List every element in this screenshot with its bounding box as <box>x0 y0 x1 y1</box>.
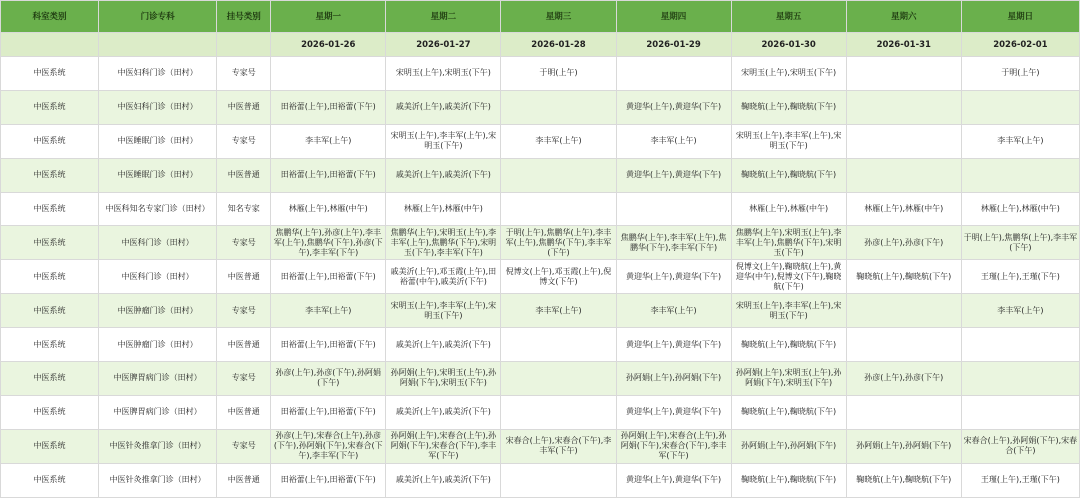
wednesday-cell <box>501 362 616 396</box>
thursday-cell: 焦鹏华(上午),李丰军(上午),焦鹏华(下午),李丰军(下午) <box>616 226 731 260</box>
friday-cell: 孙阿娟(上午),宋明玉(上午),孙阿娟(下午),宋明玉(下午) <box>731 362 846 396</box>
table-row <box>1 90 1080 124</box>
saturday-cell <box>846 328 961 362</box>
registration-type-cell: 中医普通 <box>217 158 271 192</box>
monday-cell: 田裕蕾(上午),田裕蕾(下午) <box>271 90 386 124</box>
monday-cell: 田裕蕾(上午),田裕蕾(下午) <box>271 158 386 192</box>
tuesday-cell: 戚美沂(上午),戚美沂(下午) <box>386 90 501 124</box>
date-blank <box>217 33 271 57</box>
thursday-cell: 李丰军(上午) <box>616 294 731 328</box>
table-row <box>1 158 1080 192</box>
monday-cell: 李丰军(上午) <box>271 124 386 158</box>
sunday-cell: 宋春合(上午),孙阿娟(下午),宋春合(下午) <box>961 429 1079 463</box>
header-tuesday: 星期二 <box>386 1 501 33</box>
registration-type-cell: 中医普通 <box>217 463 271 497</box>
specialty-cell: 中医科知名专家门诊（田村） <box>99 192 217 226</box>
wednesday-cell: 李丰军(上午) <box>501 294 616 328</box>
header-wednesday: 星期三 <box>501 1 616 33</box>
tuesday-cell: 戚美沂(上午),邓玉霞(上午),田裕蕾(中午),戚美沂(下午) <box>386 260 501 294</box>
specialty-cell: 中医针灸推拿门诊（田村） <box>99 429 217 463</box>
tuesday-cell: 林雁(上午),林雁(中午) <box>386 192 501 226</box>
friday-cell: 宋明玉(上午),李丰军(上午),宋明玉(下午) <box>731 124 846 158</box>
specialty-cell: 中医妇科门诊（田村） <box>99 57 217 91</box>
date-wednesday: 2026-01-28 <box>501 33 616 57</box>
date-row <box>1 33 1080 57</box>
thursday-cell <box>616 192 731 226</box>
department-cell: 中医系统 <box>1 463 99 497</box>
registration-type-cell: 专家号 <box>217 226 271 260</box>
thursday-cell: 孙阿娟(上午),宋春合(上午),孙阿娟(下午),宋春合(下午),李丰军(下午) <box>616 429 731 463</box>
sunday-cell <box>961 90 1079 124</box>
specialty-cell: 中医妇科门诊（田村） <box>99 90 217 124</box>
header-clinic-specialty: 门诊专科 <box>99 1 217 33</box>
saturday-cell: 鞠晓航(上午),鞠晓航(下午) <box>846 463 961 497</box>
saturday-cell <box>846 124 961 158</box>
saturday-cell: 孙彦(上午),孙彦(下午) <box>846 362 961 396</box>
specialty-cell: 中医针灸推拿门诊（田村） <box>99 463 217 497</box>
registration-type-cell: 中医普通 <box>217 328 271 362</box>
sunday-cell: 王瑾(上午),王瑾(下午) <box>961 463 1079 497</box>
wednesday-cell <box>501 395 616 429</box>
friday-cell: 鞠晓航(上午),鞠晓航(下午) <box>731 90 846 124</box>
department-cell: 中医系统 <box>1 395 99 429</box>
wednesday-cell: 于明(上午),焦鹏华(上午),李丰军(上午),焦鹏华(下午),李丰军(下午) <box>501 226 616 260</box>
department-cell: 中医系统 <box>1 192 99 226</box>
sunday-cell <box>961 328 1079 362</box>
saturday-cell <box>846 158 961 192</box>
table-row <box>1 192 1080 226</box>
sunday-cell: 王瑾(上午),王瑾(下午) <box>961 260 1079 294</box>
wednesday-cell: 于明(上午) <box>501 57 616 91</box>
specialty-cell: 中医科门诊（田村） <box>99 226 217 260</box>
registration-type-cell: 中医普通 <box>217 395 271 429</box>
friday-cell: 宋明玉(上午),宋明玉(下午) <box>731 57 846 91</box>
thursday-cell: 黄迎华(上午),黄迎华(下午) <box>616 260 731 294</box>
wednesday-cell: 宋春合(上午),宋春合(下午),李丰军(下午) <box>501 429 616 463</box>
tuesday-cell: 宋明玉(上午),李丰军(上午),宋明玉(下午) <box>386 294 501 328</box>
sunday-cell: 于明(上午) <box>961 57 1079 91</box>
sunday-cell: 于明(上午),焦鹏华(上午),李丰军(下午) <box>961 226 1079 260</box>
schedule-body <box>1 57 1080 498</box>
tuesday-cell: 焦鹏华(上午),宋明玉(上午),李丰军(上午),焦鹏华(下午),宋明玉(下午),李丰军(下午) <box>386 226 501 260</box>
department-cell: 中医系统 <box>1 226 99 260</box>
friday-cell: 鞠晓航(上午),鞠晓航(下午) <box>731 328 846 362</box>
thursday-cell: 黄迎华(上午),黄迎华(下午) <box>616 395 731 429</box>
registration-type-cell: 专家号 <box>217 124 271 158</box>
date-blank <box>99 33 217 57</box>
tuesday-cell: 戚美沂(上午),戚美沂(下午) <box>386 158 501 192</box>
thursday-cell: 黄迎华(上午),黄迎华(下午) <box>616 90 731 124</box>
department-cell: 中医系统 <box>1 429 99 463</box>
friday-cell: 鞠晓航(上午),鞠晓航(下午) <box>731 463 846 497</box>
saturday-cell <box>846 90 961 124</box>
sunday-cell: 李丰军(上午) <box>961 294 1079 328</box>
friday-cell: 林雁(上午),林雁(中午) <box>731 192 846 226</box>
tuesday-cell: 孙阿娟(上午),宋春合(上午),孙阿娟(下午),宋春合(下午),李丰军(下午) <box>386 429 501 463</box>
table-row <box>1 226 1080 260</box>
wednesday-cell <box>501 192 616 226</box>
thursday-cell: 黄迎华(上午),黄迎华(下午) <box>616 158 731 192</box>
table-row <box>1 395 1080 429</box>
wednesday-cell <box>501 463 616 497</box>
header-monday: 星期一 <box>271 1 386 33</box>
friday-cell: 焦鹏华(上午),宋明玉(上午),李丰军(上午),焦鹏华(下午),宋明玉(下午) <box>731 226 846 260</box>
monday-cell: 焦鹏华(上午),孙彦(上午),李丰军(上午),焦鹏华(下午),孙彦(下午),李丰军(下午) <box>271 226 386 260</box>
header-registration-type: 挂号类别 <box>217 1 271 33</box>
friday-cell: 鞠晓航(上午),鞠晓航(下午) <box>731 395 846 429</box>
header-thursday: 星期四 <box>616 1 731 33</box>
department-cell: 中医系统 <box>1 124 99 158</box>
date-friday: 2026-01-30 <box>731 33 846 57</box>
monday-cell: 林雁(上午),林雁(中午) <box>271 192 386 226</box>
monday-cell: 孙彦(上午),宋春合(上午),孙彦(下午),孙阿娟(下午),宋春合(下午),李丰军(下午) <box>271 429 386 463</box>
table-row <box>1 57 1080 91</box>
tuesday-cell: 宋明玉(上午),李丰军(上午),宋明玉(下午) <box>386 124 501 158</box>
monday-cell: 李丰军(上午) <box>271 294 386 328</box>
specialty-cell: 中医肿瘤门诊（田村） <box>99 294 217 328</box>
table-row <box>1 429 1080 463</box>
wednesday-cell <box>501 158 616 192</box>
tuesday-cell: 宋明玉(上午),宋明玉(下午) <box>386 57 501 91</box>
table-row <box>1 294 1080 328</box>
date-tuesday: 2026-01-27 <box>386 33 501 57</box>
friday-cell: 倪博文(上午),鞠晓航(上午),黄迎华(中午),倪博文(下午),鞠晓航(下午) <box>731 260 846 294</box>
specialty-cell: 中医科门诊（田村） <box>99 260 217 294</box>
registration-type-cell: 专家号 <box>217 362 271 396</box>
table-row <box>1 260 1080 294</box>
specialty-cell: 中医肿瘤门诊（田村） <box>99 328 217 362</box>
sunday-cell: 李丰军(上午) <box>961 124 1079 158</box>
sunday-cell <box>961 158 1079 192</box>
thursday-cell: 黄迎华(上午),黄迎华(下午) <box>616 328 731 362</box>
thursday-cell <box>616 57 731 91</box>
sunday-cell <box>961 362 1079 396</box>
monday-cell <box>271 57 386 91</box>
date-thursday: 2026-01-29 <box>616 33 731 57</box>
sunday-cell <box>961 395 1079 429</box>
monday-cell: 田裕蕾(上午),田裕蕾(下午) <box>271 260 386 294</box>
date-saturday: 2026-01-31 <box>846 33 961 57</box>
registration-type-cell: 中医普通 <box>217 90 271 124</box>
friday-cell: 孙阿娟(上午),孙阿娟(下午) <box>731 429 846 463</box>
header-saturday: 星期六 <box>846 1 961 33</box>
monday-cell: 田裕蕾(上午),田裕蕾(下午) <box>271 463 386 497</box>
header-department-category: 科室类别 <box>1 1 99 33</box>
department-cell: 中医系统 <box>1 328 99 362</box>
date-blank <box>1 33 99 57</box>
table-row <box>1 362 1080 396</box>
wednesday-cell: 倪博文(上午),邓玉霞(上午),倪博文(下午) <box>501 260 616 294</box>
thursday-cell: 黄迎华(上午),黄迎华(下午) <box>616 463 731 497</box>
saturday-cell: 孙阿娟(上午),孙阿娟(下午) <box>846 429 961 463</box>
saturday-cell: 林雁(上午),林雁(中午) <box>846 192 961 226</box>
header-friday: 星期五 <box>731 1 846 33</box>
friday-cell: 鞠晓航(上午),鞠晓航(下午) <box>731 158 846 192</box>
saturday-cell <box>846 294 961 328</box>
thursday-cell: 孙阿娟(上午),孙阿娟(下午) <box>616 362 731 396</box>
table-row <box>1 124 1080 158</box>
specialty-cell: 中医脾胃病门诊（田村） <box>99 395 217 429</box>
department-cell: 中医系统 <box>1 90 99 124</box>
date-monday: 2026-01-26 <box>271 33 386 57</box>
registration-type-cell: 中医普通 <box>217 260 271 294</box>
registration-type-cell: 专家号 <box>217 57 271 91</box>
friday-cell: 宋明玉(上午),李丰军(上午),宋明玉(下午) <box>731 294 846 328</box>
saturday-cell <box>846 395 961 429</box>
tuesday-cell: 戚美沂(上午),戚美沂(下午) <box>386 463 501 497</box>
wednesday-cell <box>501 328 616 362</box>
header-row <box>1 1 1080 33</box>
monday-cell: 田裕蕾(上午),田裕蕾(下午) <box>271 395 386 429</box>
saturday-cell: 鞠晓航(上午),鞠晓航(下午) <box>846 260 961 294</box>
date-sunday: 2026-02-01 <box>961 33 1079 57</box>
department-cell: 中医系统 <box>1 294 99 328</box>
registration-type-cell: 专家号 <box>217 294 271 328</box>
department-cell: 中医系统 <box>1 57 99 91</box>
department-cell: 中医系统 <box>1 260 99 294</box>
monday-cell: 孙彦(上午),孙彦(下午),孙阿娟(下午) <box>271 362 386 396</box>
specialty-cell: 中医睡眠门诊（田村） <box>99 124 217 158</box>
specialty-cell: 中医脾胃病门诊（田村） <box>99 362 217 396</box>
thursday-cell: 李丰军(上午) <box>616 124 731 158</box>
department-cell: 中医系统 <box>1 362 99 396</box>
department-cell: 中医系统 <box>1 158 99 192</box>
specialty-cell: 中医睡眠门诊（田村） <box>99 158 217 192</box>
wednesday-cell <box>501 90 616 124</box>
header-sunday: 星期日 <box>961 1 1079 33</box>
tuesday-cell: 戚美沂(上午),戚美沂(下午) <box>386 328 501 362</box>
registration-type-cell: 知名专家 <box>217 192 271 226</box>
saturday-cell: 孙彦(上午),孙彦(下午) <box>846 226 961 260</box>
table-row <box>1 328 1080 362</box>
tuesday-cell: 戚美沂(上午),戚美沂(下午) <box>386 395 501 429</box>
table-row <box>1 463 1080 497</box>
sunday-cell: 林雁(上午),林雁(中午) <box>961 192 1079 226</box>
tuesday-cell: 孙阿娟(上午),宋明玉(上午),孙阿娟(下午),宋明玉(下午) <box>386 362 501 396</box>
wednesday-cell: 李丰军(上午) <box>501 124 616 158</box>
saturday-cell <box>846 57 961 91</box>
registration-type-cell: 专家号 <box>217 429 271 463</box>
monday-cell: 田裕蕾(上午),田裕蕾(下午) <box>271 328 386 362</box>
